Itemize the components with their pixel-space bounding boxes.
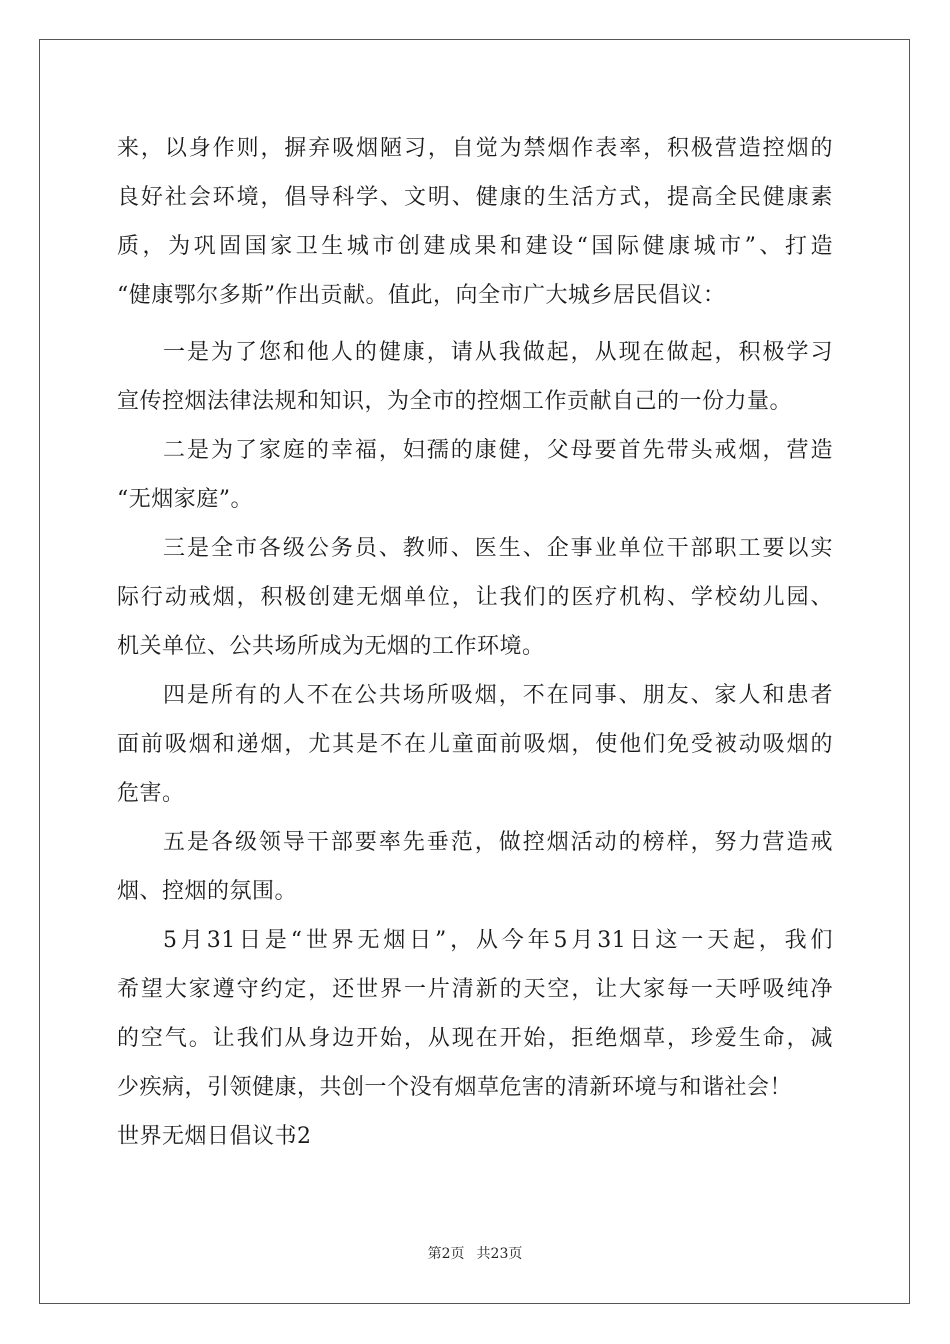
paragraph-5-line: 五是各级领导干部要率先垂范，做控烟活动的榜样，努力营造戒 xyxy=(163,830,833,855)
text-line: 良好社会环境，倡导科学、文明、健康的生活方式，提高全民健康素 xyxy=(117,185,833,210)
paragraph-4-line: 四是所有的人不在公共场所吸烟，不在同事、朋友、家人和患者 xyxy=(163,683,833,708)
text-line: “健康鄂尔多斯”作出贡献。值此，向全市广大城乡居民倡议： xyxy=(117,283,726,308)
section-heading: 世界无烟日倡议书2 xyxy=(117,1124,312,1149)
paragraph-4-line: 面前吸烟和递烟，尤其是不在儿童面前吸烟，使他们免受被动吸烟的 xyxy=(117,732,833,757)
paragraph-6-line: 的空气。让我们从身边开始，从现在开始，拒绝烟草，珍爱生命，减 xyxy=(117,1026,833,1051)
paragraph-3-line: 三是全市各级公务员、教师、医生、企事业单位干部职工要以实 xyxy=(163,536,833,561)
paragraph-6-line: 少疾病，引领健康，共创一个没有烟草危害的清新环境与和谐社会！ xyxy=(117,1075,793,1100)
paragraph-2-line: 二是为了家庭的幸福，妇孺的康健，父母要首先带头戒烟，营造 xyxy=(163,438,833,463)
paragraph-6-line: 希望大家遵守约定，还世界一片清新的天空，让大家每一天呼吸纯净 xyxy=(117,977,833,1002)
paragraph-1-line: 一是为了您和他人的健康，请从我做起，从现在做起，积极学习 xyxy=(163,340,833,365)
paragraph-4-line: 危害。 xyxy=(117,781,185,806)
paragraph-1-line: 宣传控烟法律法规和知识，为全市的控烟工作贡献自己的一份力量。 xyxy=(117,389,793,414)
text-line: 来，以身作则，摒弃吸烟陋习，自觉为禁烟作表率，积极营造控烟的 xyxy=(117,136,833,161)
paragraph-3-line: 际行动戒烟，积极创建无烟单位，让我们的医疗机构、学校幼儿园、 xyxy=(117,585,833,610)
paragraph-6-line: 5月31日是“世界无烟日”，从今年5月31日这一天起，我们 xyxy=(163,928,833,953)
paragraph-5-line: 烟、控烟的氛围。 xyxy=(117,879,298,904)
page-footer xyxy=(0,1244,950,1264)
page-number: 第2页 xyxy=(427,1246,465,1262)
paragraph-2-line: “无烟家庭”。 xyxy=(117,487,253,512)
text-line: 质，为巩固国家卫生城市创建成果和建设“国际健康城市”、打造 xyxy=(117,234,833,259)
page-total: 共23页 xyxy=(476,1246,523,1262)
paragraph-3-line: 机关单位、公共场所成为无烟的工作环境。 xyxy=(117,634,545,659)
